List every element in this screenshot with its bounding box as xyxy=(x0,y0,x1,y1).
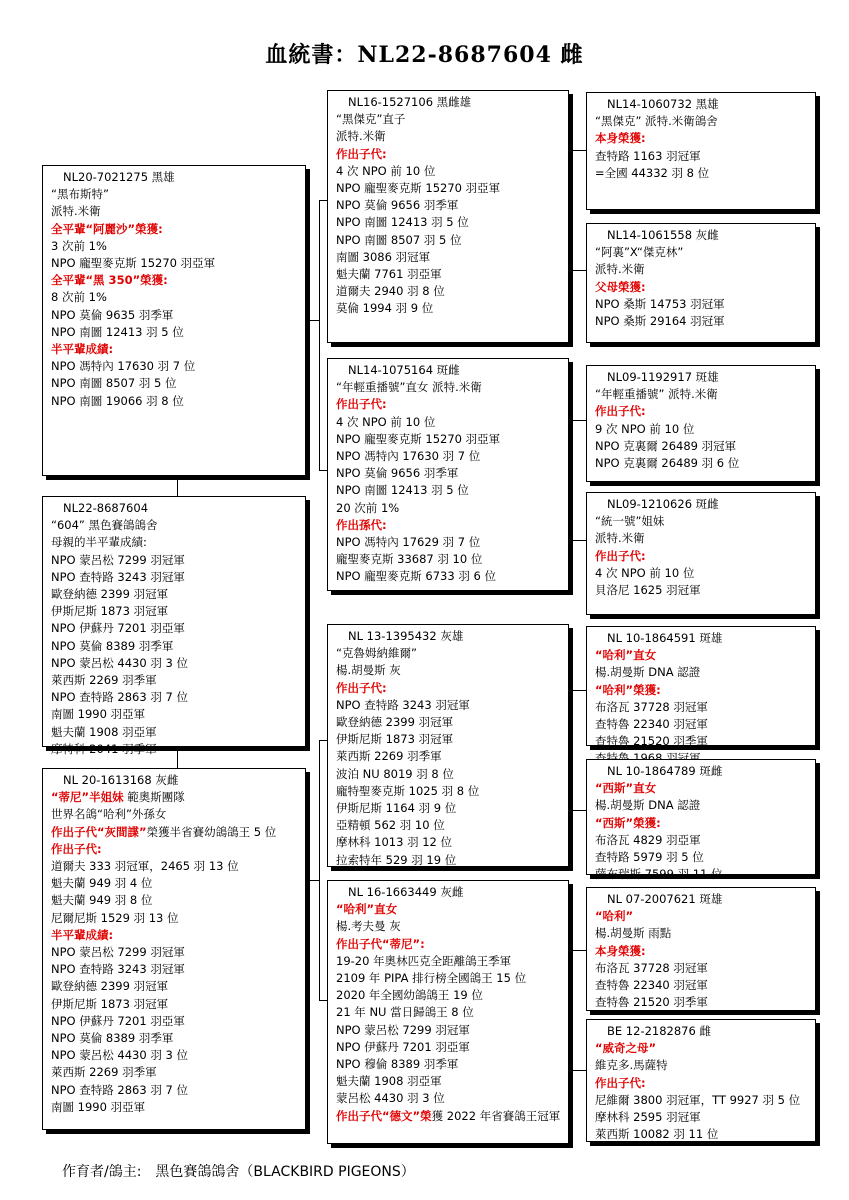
pedigree-line: 20 次前 1% xyxy=(336,500,400,515)
pedigree-line: “哈利” xyxy=(595,909,634,924)
pedigree-line: 作出子代: xyxy=(336,146,387,161)
pedigree-line: 龐特聖麥克斯 1025 羽 8 位 xyxy=(336,783,480,798)
pedigree-line: 蒙呂松 4430 羽 3 位 xyxy=(336,1091,445,1106)
pedigree-line: 南圖 1990 羽亞軍 xyxy=(51,707,146,722)
dam-sire-sire-box xyxy=(586,626,816,749)
line-segment: 榮獲半省賽幼鴿鴿王 5 位 xyxy=(146,824,277,839)
pedigree-line xyxy=(336,1108,562,1125)
connector-line xyxy=(572,690,573,810)
pedigree-line: 派特.米衛 xyxy=(595,262,645,277)
line-segment: 作出子代“德文”榮 xyxy=(336,1108,432,1123)
pedigree-line: NPO 南圖 12413 羽 5 位 xyxy=(336,483,469,498)
ring-number: NL16-1527106 黑雌雄 xyxy=(348,95,472,109)
ring-number: NL 13-1395432 灰雄 xyxy=(348,629,464,643)
pedigree-line: 作出孫代: xyxy=(336,517,387,532)
pedigree-line: 魁夫蘭 1908 羽亞軍 xyxy=(336,1074,442,1089)
pedigree-line: 半平輩成績: xyxy=(51,927,114,942)
ring-number: BE 12-2182876 雌 xyxy=(607,1024,711,1038)
ring-number: NL 10-1864591 斑雄 xyxy=(607,631,723,645)
pedigree-line: 2020 年全國幼鴿鴿王 19 位 xyxy=(336,988,483,1003)
connector-line xyxy=(319,200,327,201)
pedigree-line: 作出子代: xyxy=(595,404,646,419)
pedigree-line: 楊.胡曼斯 雨點 xyxy=(595,926,672,941)
sire-sire-sire-box xyxy=(586,92,816,210)
pedigree-line: 母親的半平輩成績: xyxy=(51,535,147,550)
ring-number: NL 10-1864789 斑雌 xyxy=(607,764,723,778)
pedigree-line: “黑傑克” 派特.米衛鴿舍 xyxy=(595,114,718,129)
pedigree-line: 摩特科 2041 羽季軍 xyxy=(51,741,157,756)
pedigree-line: 萊西斯 2269 羽季軍 xyxy=(336,749,442,764)
pedigree-line: 道爾夫 333 羽冠軍，2465 羽 13 位 xyxy=(51,859,239,874)
connector-line xyxy=(319,740,320,1000)
pedigree-line: 魁夫蘭 949 羽 8 位 xyxy=(51,893,153,908)
pedigree-line: NPO 南圖 12413 羽 5 位 xyxy=(51,324,184,339)
pedigree-line: “克魯姆納維爾” xyxy=(336,646,417,661)
sire-sire-box xyxy=(327,90,569,343)
connector-line xyxy=(572,150,586,151)
pedigree-line: 布洛瓦 37728 羽冠軍 xyxy=(595,960,708,975)
pedigree-line: NPO 蒙呂松 4430 羽 3 位 xyxy=(51,655,188,670)
ring-number: NL14-1060732 黑雄 xyxy=(607,97,719,111)
connector-line xyxy=(572,150,573,270)
ring-number: NL09-1210626 斑雌 xyxy=(607,497,719,511)
sire-sire-dam-box xyxy=(586,223,816,343)
pedigree-line: NPO 莫倫 8389 羽季軍 xyxy=(51,1031,174,1046)
pedigree-line: “哈利”直女 xyxy=(595,648,657,663)
pedigree-line: “年輕重播號” 派特.米衛 xyxy=(595,387,718,402)
pedigree-line: NPO 莫倫 9656 羽季軍 xyxy=(336,198,459,213)
pedigree-line: 莫倫 1994 羽 9 位 xyxy=(336,301,434,316)
connector-line xyxy=(572,540,586,541)
dam-dam-sire-box xyxy=(586,887,816,1011)
sire-dam-sire-box xyxy=(586,365,816,482)
pedigree-line: 魁夫蘭 1908 羽亞軍 xyxy=(51,724,157,739)
pedigree-line: NPO 桑斯 14753 羽冠軍 xyxy=(595,296,725,311)
pedigree-line: 伊斯尼斯 1873 羽冠軍 xyxy=(51,604,169,619)
pedigree-line: 查特魯 22340 羽冠軍 xyxy=(595,978,708,993)
pedigree-line: 派特.米衛 xyxy=(336,129,386,144)
pedigree-line: 拉索特年 529 羽 19 位 xyxy=(336,852,457,867)
pedigree-line: NPO 查特路 3243 羽冠軍 xyxy=(336,697,470,712)
pedigree-line: 波泊 NU 8019 羽 8 位 xyxy=(336,766,454,781)
pedigree-line: NPO 龐聖麥克斯 15270 羽亞軍 xyxy=(336,431,501,446)
pedigree-line: NPO 查特路 2863 羽 7 位 xyxy=(51,690,188,705)
connector-line xyxy=(319,1000,327,1001)
pedigree-line: 作出子代: xyxy=(336,680,387,695)
pedigree-line: 亞精頓 562 羽 10 位 xyxy=(336,818,445,833)
pedigree-line: 歐登納德 2399 羽冠軍 xyxy=(51,979,169,994)
connector-line xyxy=(572,950,573,1070)
pedigree-line: NPO 克裏爾 26489 羽 6 位 xyxy=(595,456,740,471)
pedigree-line: 楊.胡曼斯 DNA 認證 xyxy=(595,665,701,680)
dam-dam-box xyxy=(327,880,569,1144)
pedigree-line: 楊.胡曼斯 DNA 認證 xyxy=(595,798,701,813)
pedigree-line: 本身榮獲: xyxy=(595,131,646,146)
pedigree-line: “黑傑克”直子 xyxy=(336,112,406,127)
pedigree-line: “哈利”榮獲: xyxy=(595,682,661,697)
connector-line xyxy=(319,470,327,471)
pedigree-line: NPO 馮特內 17630 羽 7 位 xyxy=(336,449,481,464)
pedigree-line: 8 次前 1% xyxy=(51,290,107,305)
pedigree-line: 布洛瓦 37728 羽冠軍 xyxy=(595,699,708,714)
pedigree-line: 本身榮獲: xyxy=(595,943,646,958)
pedigree-line: 查特魯 21520 羽季軍 xyxy=(595,734,708,749)
pedigree-line xyxy=(51,824,299,841)
pedigree-line: 派特.米衛 xyxy=(595,531,645,546)
connector-line xyxy=(572,420,573,540)
pedigree-line: 歐登納德 2399 羽冠軍 xyxy=(51,587,169,602)
pedigree-line: 作出子代: xyxy=(595,548,646,563)
pedigree-line: 全平輩“黑 350”榮獲: xyxy=(51,273,168,288)
pedigree-line: NPO 穆倫 8389 羽季軍 xyxy=(336,1057,459,1072)
pedigree-line: NPO 龐聖麥克斯 15270 羽亞軍 xyxy=(51,256,216,271)
pedigree-line: 父母榮獲: xyxy=(595,279,646,294)
dam-box xyxy=(42,768,306,1130)
sire-dam-dam-box xyxy=(586,492,816,615)
pedigree-line: 作出子代: xyxy=(51,841,102,856)
pedigree-line: NPO 桑斯 29164 羽冠軍 xyxy=(595,314,725,329)
pedigree-line: NPO 龐聖麥克斯 15270 羽亞軍 xyxy=(336,181,501,196)
ring-number: NL 07-2007621 斑雄 xyxy=(607,892,723,906)
pedigree-line: 布洛瓦 4829 羽亞軍 xyxy=(595,832,701,847)
pedigree-line: “哈利”直女 xyxy=(336,902,398,917)
pedigree-line: 4 次 NPO 前 10 位 xyxy=(595,565,695,580)
connector-line xyxy=(319,740,327,741)
pedigree-line: “604” 黑色賽鴿鴿舍 xyxy=(51,518,158,533)
pedigree-line: 楊.考夫曼 灰 xyxy=(336,919,401,934)
pedigree-line: 查特路 1163 羽冠軍 xyxy=(595,148,701,163)
pedigree-line: 萊西斯 10082 羽 11 位 xyxy=(595,1127,719,1142)
pedigree-line: NPO 莫倫 9635 羽季軍 xyxy=(51,307,174,322)
connector-line xyxy=(572,690,586,691)
pedigree-line: 查特魯 22340 羽冠軍 xyxy=(595,717,708,732)
ring-number: NL20-7021275 黑雄 xyxy=(63,170,175,184)
pedigree-line: 4 次 NPO 前 10 位 xyxy=(336,414,436,429)
pedigree-line: NPO 南圖 19066 羽 8 位 xyxy=(51,393,184,408)
pedigree-line: 魁夫蘭 949 羽 4 位 xyxy=(51,876,153,891)
connector-line xyxy=(319,200,320,470)
connector-line xyxy=(572,420,586,421)
pedigree-line: 全平輩“阿麗沙”榮獲: xyxy=(51,221,163,236)
dam-dam-dam-box xyxy=(586,1019,816,1142)
pedigree-line: NPO 查特路 3243 羽冠軍 xyxy=(51,962,185,977)
pedigree-line: 3 次前 1% xyxy=(51,238,107,253)
pedigree-line: NPO 馮特內 17629 羽 7 位 xyxy=(336,535,481,550)
pedigree-line: 萊西斯 2269 羽季軍 xyxy=(51,1065,157,1080)
pedigree-line: NPO 莫倫 9656 羽季軍 xyxy=(336,466,459,481)
sire-dam-box xyxy=(327,358,569,591)
pedigree-line: “威奇之母” xyxy=(595,1041,657,1056)
pedigree-line: =全國 44332 羽 8 位 xyxy=(595,165,710,180)
ring-number: NL 20-1613168 灰雌 xyxy=(63,773,179,787)
pedigree-line: “年輕重播號”直女 派特.米衛 xyxy=(336,380,482,395)
ring-number: NL14-1061558 灰雌 xyxy=(607,228,719,242)
pedigree-line: 作出子代“蒂尼”: xyxy=(336,936,425,951)
pedigree-line: 伊斯尼斯 1164 羽 9 位 xyxy=(336,801,457,816)
pedigree-line: NPO 南圖 12413 羽 5 位 xyxy=(336,215,469,230)
pedigree-line: NPO 查特路 2863 羽 7 位 xyxy=(51,1082,188,1097)
connector-line xyxy=(177,476,178,496)
pedigree-line: 19-20 年奧林匹克全距離鴿王季軍 xyxy=(336,953,512,968)
pedigree-line: 查特路 5979 羽 5 位 xyxy=(595,850,704,865)
pedigree-line: NPO 蒙呂松 7299 羽冠軍 xyxy=(51,552,185,567)
ring-number: NL 16-1663449 灰雌 xyxy=(348,885,464,899)
pedigree-line: “阿裏”X“傑克林” xyxy=(595,245,684,260)
pedigree-line: “西斯”直女 xyxy=(595,781,657,796)
subject-box xyxy=(42,496,306,756)
pedigree-line: 伊斯尼斯 1873 羽冠軍 xyxy=(336,732,454,747)
pedigree-line: 尼維爾 3800 羽冠軍，TT 9927 羽 5 位 xyxy=(595,1092,801,1107)
pedigree-line: NPO 伊蘇丹 7201 羽亞軍 xyxy=(51,621,185,636)
pedigree-line: 派特.米衛 xyxy=(51,204,101,219)
pedigree-line: NPO 伊蘇丹 7201 羽亞軍 xyxy=(51,1013,185,1028)
pedigree-line: NPO 蒙呂松 7299 羽冠軍 xyxy=(336,1022,470,1037)
breeder-footer: 作育者/鴿主: 黑色賽鴿鴿舍（BLACKBIRD PIGEONS） xyxy=(62,1164,415,1180)
pedigree-line: 龐聖麥克斯 33687 羽 10 位 xyxy=(336,552,483,567)
dam-sire-box xyxy=(327,624,569,867)
pedigree-line: 伊斯尼斯 1873 羽冠軍 xyxy=(51,996,169,1011)
pedigree-line: 摩林科 1013 羽 12 位 xyxy=(336,835,453,850)
pedigree-line: NPO 蒙呂松 7299 羽冠軍 xyxy=(51,945,185,960)
connector-line xyxy=(306,880,320,881)
sire-box xyxy=(42,165,306,476)
pedigree-line: 9 次 NPO 前 10 位 xyxy=(595,421,695,436)
pedigree-line: NPO 龐聖麥克斯 6733 羽 6 位 xyxy=(336,569,496,584)
pedigree-line: 世界名鴿“哈利”外孫女 xyxy=(51,807,167,822)
pedigree-line: NPO 克裏爾 26489 羽冠軍 xyxy=(595,438,737,453)
line-segment: 範奧斯團隊 xyxy=(123,790,185,805)
pedigree-line: 南圖 1990 羽亞軍 xyxy=(51,1099,146,1114)
pedigree-line: “西斯”榮獲: xyxy=(595,815,661,830)
pedigree-line: 作出子代: xyxy=(595,1075,646,1090)
pedigree-line: 維克多.馬薩特 xyxy=(595,1058,668,1073)
line-segment: 作出子代“灰間諜” xyxy=(51,824,147,839)
pedigree-line: 楊.胡曼斯 灰 xyxy=(336,663,401,678)
connector-line xyxy=(572,1070,586,1071)
pedigree-line: NPO 查特路 3243 羽冠軍 xyxy=(51,569,185,584)
pedigree-line: NPO 伊蘇丹 7201 羽亞軍 xyxy=(336,1039,470,1054)
connector-line xyxy=(306,320,320,321)
pedigree-line: 尼爾尼斯 1529 羽 13 位 xyxy=(51,910,179,925)
pedigree-line: 道爾夫 2940 羽 8 位 xyxy=(336,284,445,299)
pedigree-line: 貝洛尼 1625 羽冠軍 xyxy=(595,583,701,598)
dam-sire-dam-box xyxy=(586,759,816,882)
connector-line xyxy=(572,950,586,951)
ring-number: NL22-8687604 xyxy=(63,501,149,515)
pedigree-line: 查特魯 21520 羽季軍 xyxy=(595,995,708,1010)
pedigree-line: “黑布斯特” xyxy=(51,187,109,202)
page-title: 血統書：NL22-8687604 雌 xyxy=(265,42,584,68)
connector-line xyxy=(572,270,586,271)
pedigree-line: 薩布瑞斯 7599 羽 11 位 xyxy=(595,867,723,882)
ring-number: NL09-1192917 斑雄 xyxy=(607,370,719,384)
line-segment: “蒂尼”半姐妹 xyxy=(51,790,124,805)
pedigree-line: 魁夫蘭 7761 羽亞軍 xyxy=(336,267,442,282)
pedigree-line: 21 年 NU 當日歸鴿王 8 位 xyxy=(336,1005,474,1020)
pedigree-line: 萊西斯 2269 羽季軍 xyxy=(51,673,157,688)
line-segment: 獲 2022 年省賽鴿王冠軍 xyxy=(431,1108,561,1123)
pedigree-line xyxy=(51,789,299,806)
pedigree-line: 4 次 NPO 前 10 位 xyxy=(336,163,436,178)
pedigree-line: 摩林科 2595 羽冠軍 xyxy=(595,1110,701,1125)
pedigree-line: 作出子代: xyxy=(336,397,387,412)
pedigree-line: 半平輩成績: xyxy=(51,342,114,357)
pedigree-line: NPO 南圖 8507 羽 5 位 xyxy=(51,376,177,391)
pedigree-line: NPO 蒙呂松 4430 羽 3 位 xyxy=(51,1048,188,1063)
connector-line xyxy=(572,810,586,811)
pedigree-line: NPO 南圖 8507 羽 5 位 xyxy=(336,232,462,247)
ring-number: NL14-1075164 斑雌 xyxy=(348,363,460,377)
pedigree-line: 歐登納德 2399 羽冠軍 xyxy=(336,715,454,730)
pedigree-line: 南圖 3086 羽冠軍 xyxy=(336,249,431,264)
pedigree-line: NPO 莫倫 8389 羽季軍 xyxy=(51,638,174,653)
pedigree-line: NPO 馮特內 17630 羽 7 位 xyxy=(51,359,196,374)
pedigree-line: “統一號”姐妹 xyxy=(595,514,665,529)
pedigree-line: 2109 年 PIPA 排行榜全國鴿王 15 位 xyxy=(336,971,527,986)
